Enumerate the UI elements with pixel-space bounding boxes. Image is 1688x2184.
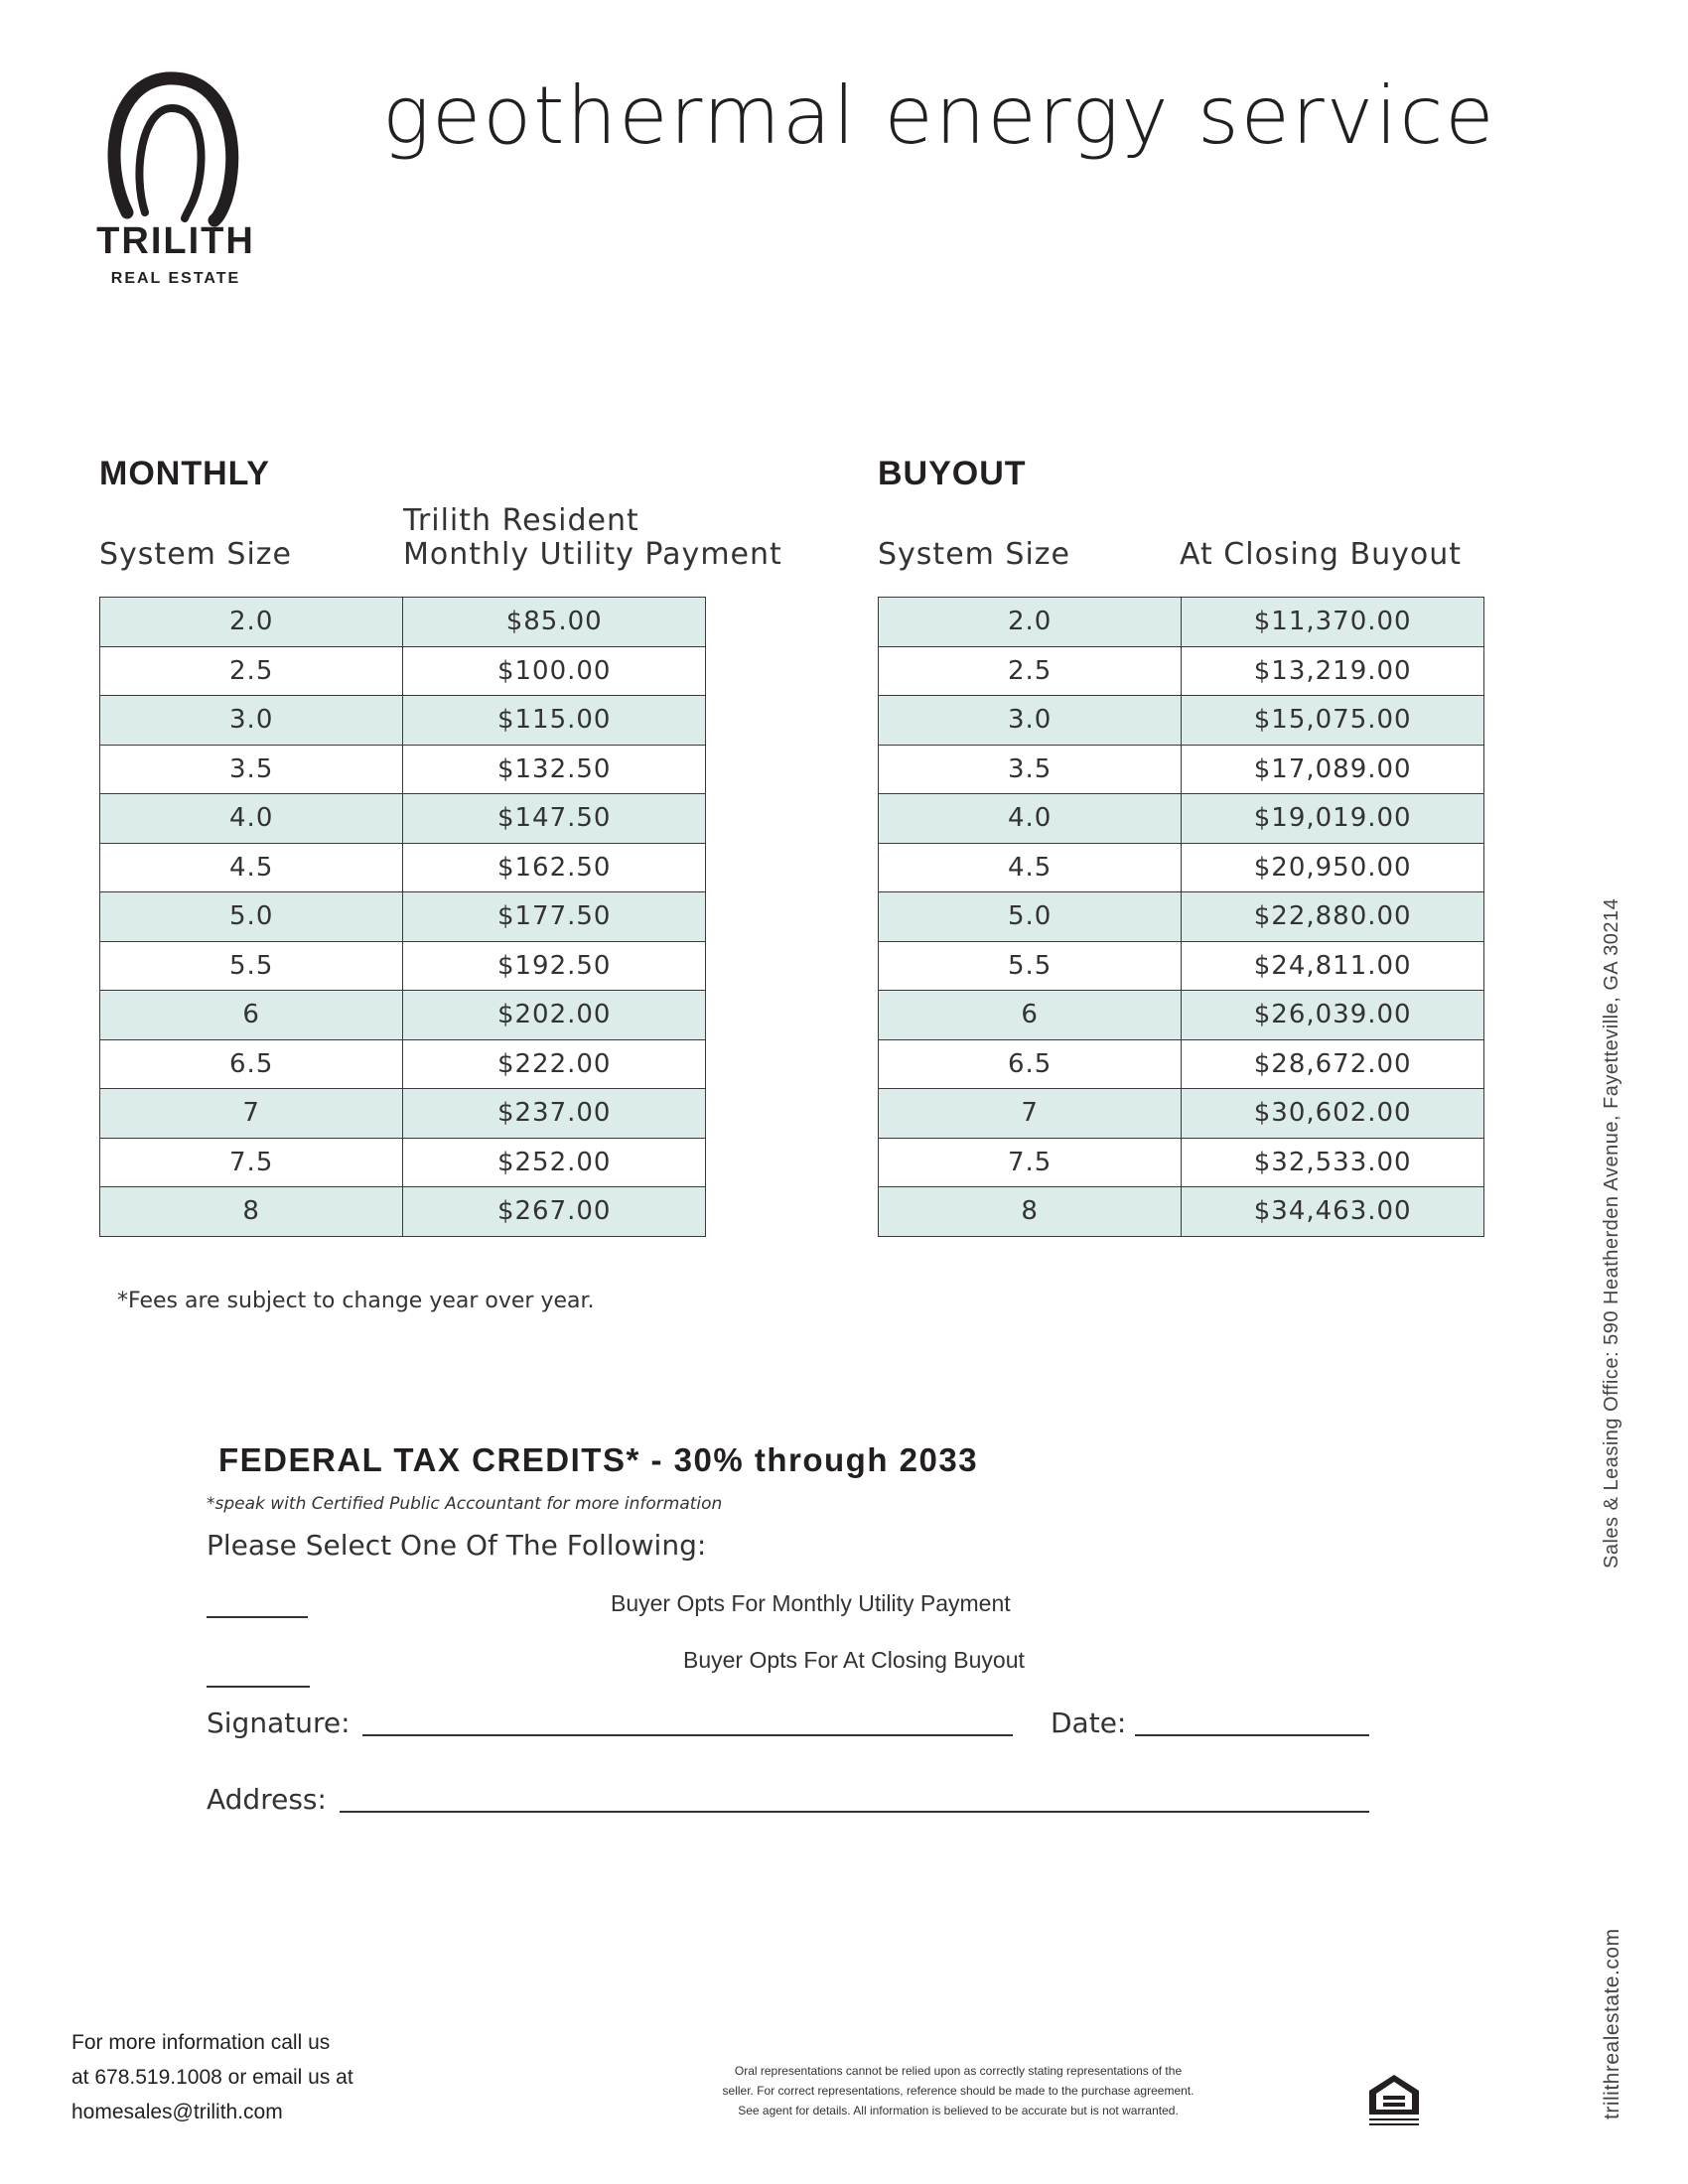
table-row	[879, 1039, 1484, 1089]
equal-housing-opportunity-icon	[1365, 2071, 1423, 2128]
table-cell: 5.5	[879, 941, 1182, 991]
address-label: Address:	[207, 1783, 327, 1816]
table-row	[879, 1138, 1484, 1187]
disclaimer-line: See agent for details. All information is believed to be accurate but is not warranted.	[738, 2104, 1179, 2117]
table-row	[100, 843, 706, 892]
table-cell: $13,219.00	[1182, 646, 1484, 696]
contact-email: homesales@trilith.com	[71, 2101, 283, 2123]
table-cell: 3.0	[100, 696, 403, 746]
table-row	[879, 1089, 1484, 1139]
table-cell: 3.5	[879, 745, 1182, 794]
table-cell: $34,463.00	[1182, 1187, 1484, 1237]
table-row	[100, 1187, 706, 1237]
table-cell: $162.50	[403, 843, 706, 892]
table-cell: $22,880.00	[1182, 892, 1484, 942]
tax-credits-note: *speak with Certified Public Accountant for more information	[207, 1494, 723, 1514]
monthly-heading: MONTHLY	[99, 455, 270, 492]
table-cell: 7.5	[100, 1138, 403, 1187]
table-cell: $20,950.00	[1182, 843, 1484, 892]
table-row	[879, 646, 1484, 696]
select-prompt: Please Select One Of The Following:	[207, 1529, 707, 1562]
table-row	[100, 1039, 706, 1089]
monthly-col-payment-header-line2: Monthly Utility Payment	[403, 537, 782, 572]
office-address-vertical: Sales & Leasing Office: 590 Heatherden Avenue, Fayetteville, GA 30214	[1601, 897, 1622, 1569]
table-cell: 2.0	[100, 598, 403, 647]
monthly-option-label: Buyer Opts For Monthly Utility Payment	[611, 1590, 1011, 1616]
table-cell: 6.5	[879, 1039, 1182, 1089]
table-cell: 7	[879, 1089, 1182, 1139]
table-cell: $237.00	[403, 1089, 706, 1139]
table-cell: 3.5	[100, 745, 403, 794]
table-cell: 6	[100, 991, 403, 1040]
table-cell: $32,533.00	[1182, 1138, 1484, 1187]
table-cell: 7.5	[879, 1138, 1182, 1187]
tax-credits-heading: FEDERAL TAX CREDITS* - 30% through 2033	[218, 1441, 979, 1478]
table-cell: $132.50	[403, 745, 706, 794]
table-row	[100, 646, 706, 696]
table-cell: $267.00	[403, 1187, 706, 1237]
table-row	[100, 991, 706, 1040]
contact-info	[71, 2025, 353, 2129]
monthly-table	[99, 597, 706, 1237]
table-row	[879, 941, 1484, 991]
table-cell: 2.0	[879, 598, 1182, 647]
website-vertical: trilithrealestate.com	[1601, 1928, 1623, 2119]
table-cell: 2.5	[100, 646, 403, 696]
table-cell: $85.00	[403, 598, 706, 647]
table-cell: $30,602.00	[1182, 1089, 1484, 1139]
table-row	[879, 794, 1484, 844]
table-cell: $28,672.00	[1182, 1039, 1484, 1089]
table-cell: 5.5	[100, 941, 403, 991]
signature-label: Signature:	[207, 1706, 351, 1739]
contact-line: For more information call us	[71, 2031, 331, 2054]
brand-name: TRILITH	[96, 220, 255, 262]
disclaimer	[635, 2061, 1281, 2120]
buyout-option-blank[interactable]	[207, 1686, 310, 1688]
table-row	[879, 598, 1484, 647]
table-cell: 7	[100, 1089, 403, 1139]
table-cell: $17,089.00	[1182, 745, 1484, 794]
brand-subtitle: REAL ESTATE	[110, 270, 241, 287]
buyout-col-amount-header: At Closing Buyout	[1180, 537, 1462, 572]
table-row	[100, 1089, 706, 1139]
table-cell: $100.00	[403, 646, 706, 696]
table-cell: 5.0	[100, 892, 403, 942]
table-cell: $177.50	[403, 892, 706, 942]
disclaimer-line: seller. For correct representations, reference should be made to the purchase agreement.	[722, 2084, 1195, 2098]
monthly-col-payment-header-line1: Trilith Resident	[403, 503, 639, 538]
table-cell: 6.5	[100, 1039, 403, 1089]
table-row	[879, 892, 1484, 942]
monthly-option-blank[interactable]	[207, 1616, 308, 1618]
page-title: geothermal energy service	[382, 69, 1496, 162]
table-row	[100, 941, 706, 991]
disclaimer-line: Oral representations cannot be relied upon as correctly stating representations of the	[734, 2064, 1183, 2078]
table-cell: $11,370.00	[1182, 598, 1484, 647]
table-cell: 4.5	[879, 843, 1182, 892]
date-field[interactable]	[1135, 1734, 1369, 1736]
table-cell: $222.00	[403, 1039, 706, 1089]
table-cell: $24,811.00	[1182, 941, 1484, 991]
table-row	[100, 892, 706, 942]
table-cell: $26,039.00	[1182, 991, 1484, 1040]
table-row	[100, 598, 706, 647]
address-field[interactable]	[340, 1811, 1369, 1813]
buyout-heading: BUYOUT	[878, 455, 1027, 492]
table-cell: $115.00	[403, 696, 706, 746]
date-label: Date:	[1051, 1706, 1127, 1739]
table-row	[100, 696, 706, 746]
fee-note: *Fees are subject to change year over year.	[117, 1289, 595, 1313]
table-cell: 8	[100, 1187, 403, 1237]
monthly-col-size-header: System Size	[99, 537, 292, 572]
buyout-option-label: Buyer Opts For At Closing Buyout	[683, 1647, 1025, 1673]
trilith-arch-logo-icon	[87, 64, 266, 232]
table-row	[879, 696, 1484, 746]
signature-field[interactable]	[362, 1734, 1013, 1736]
buyout-col-size-header: System Size	[878, 537, 1070, 572]
table-row	[879, 991, 1484, 1040]
table-cell: $192.50	[403, 941, 706, 991]
table-cell: 2.5	[879, 646, 1182, 696]
table-cell: $147.50	[403, 794, 706, 844]
table-row	[879, 1187, 1484, 1237]
table-cell: $15,075.00	[1182, 696, 1484, 746]
buyout-table	[878, 597, 1484, 1237]
table-cell: $252.00	[403, 1138, 706, 1187]
table-row	[879, 745, 1484, 794]
table-cell: 4.5	[100, 843, 403, 892]
table-row	[879, 843, 1484, 892]
table-cell: 4.0	[879, 794, 1182, 844]
table-row	[100, 745, 706, 794]
table-row	[100, 1138, 706, 1187]
table-row	[100, 794, 706, 844]
table-cell: $202.00	[403, 991, 706, 1040]
table-cell: 6	[879, 991, 1182, 1040]
table-cell: 5.0	[879, 892, 1182, 942]
table-cell: 4.0	[100, 794, 403, 844]
contact-line: at 678.519.1008 or email us at	[71, 2066, 353, 2089]
table-cell: 3.0	[879, 696, 1182, 746]
table-cell: 8	[879, 1187, 1182, 1237]
table-cell: $19,019.00	[1182, 794, 1484, 844]
